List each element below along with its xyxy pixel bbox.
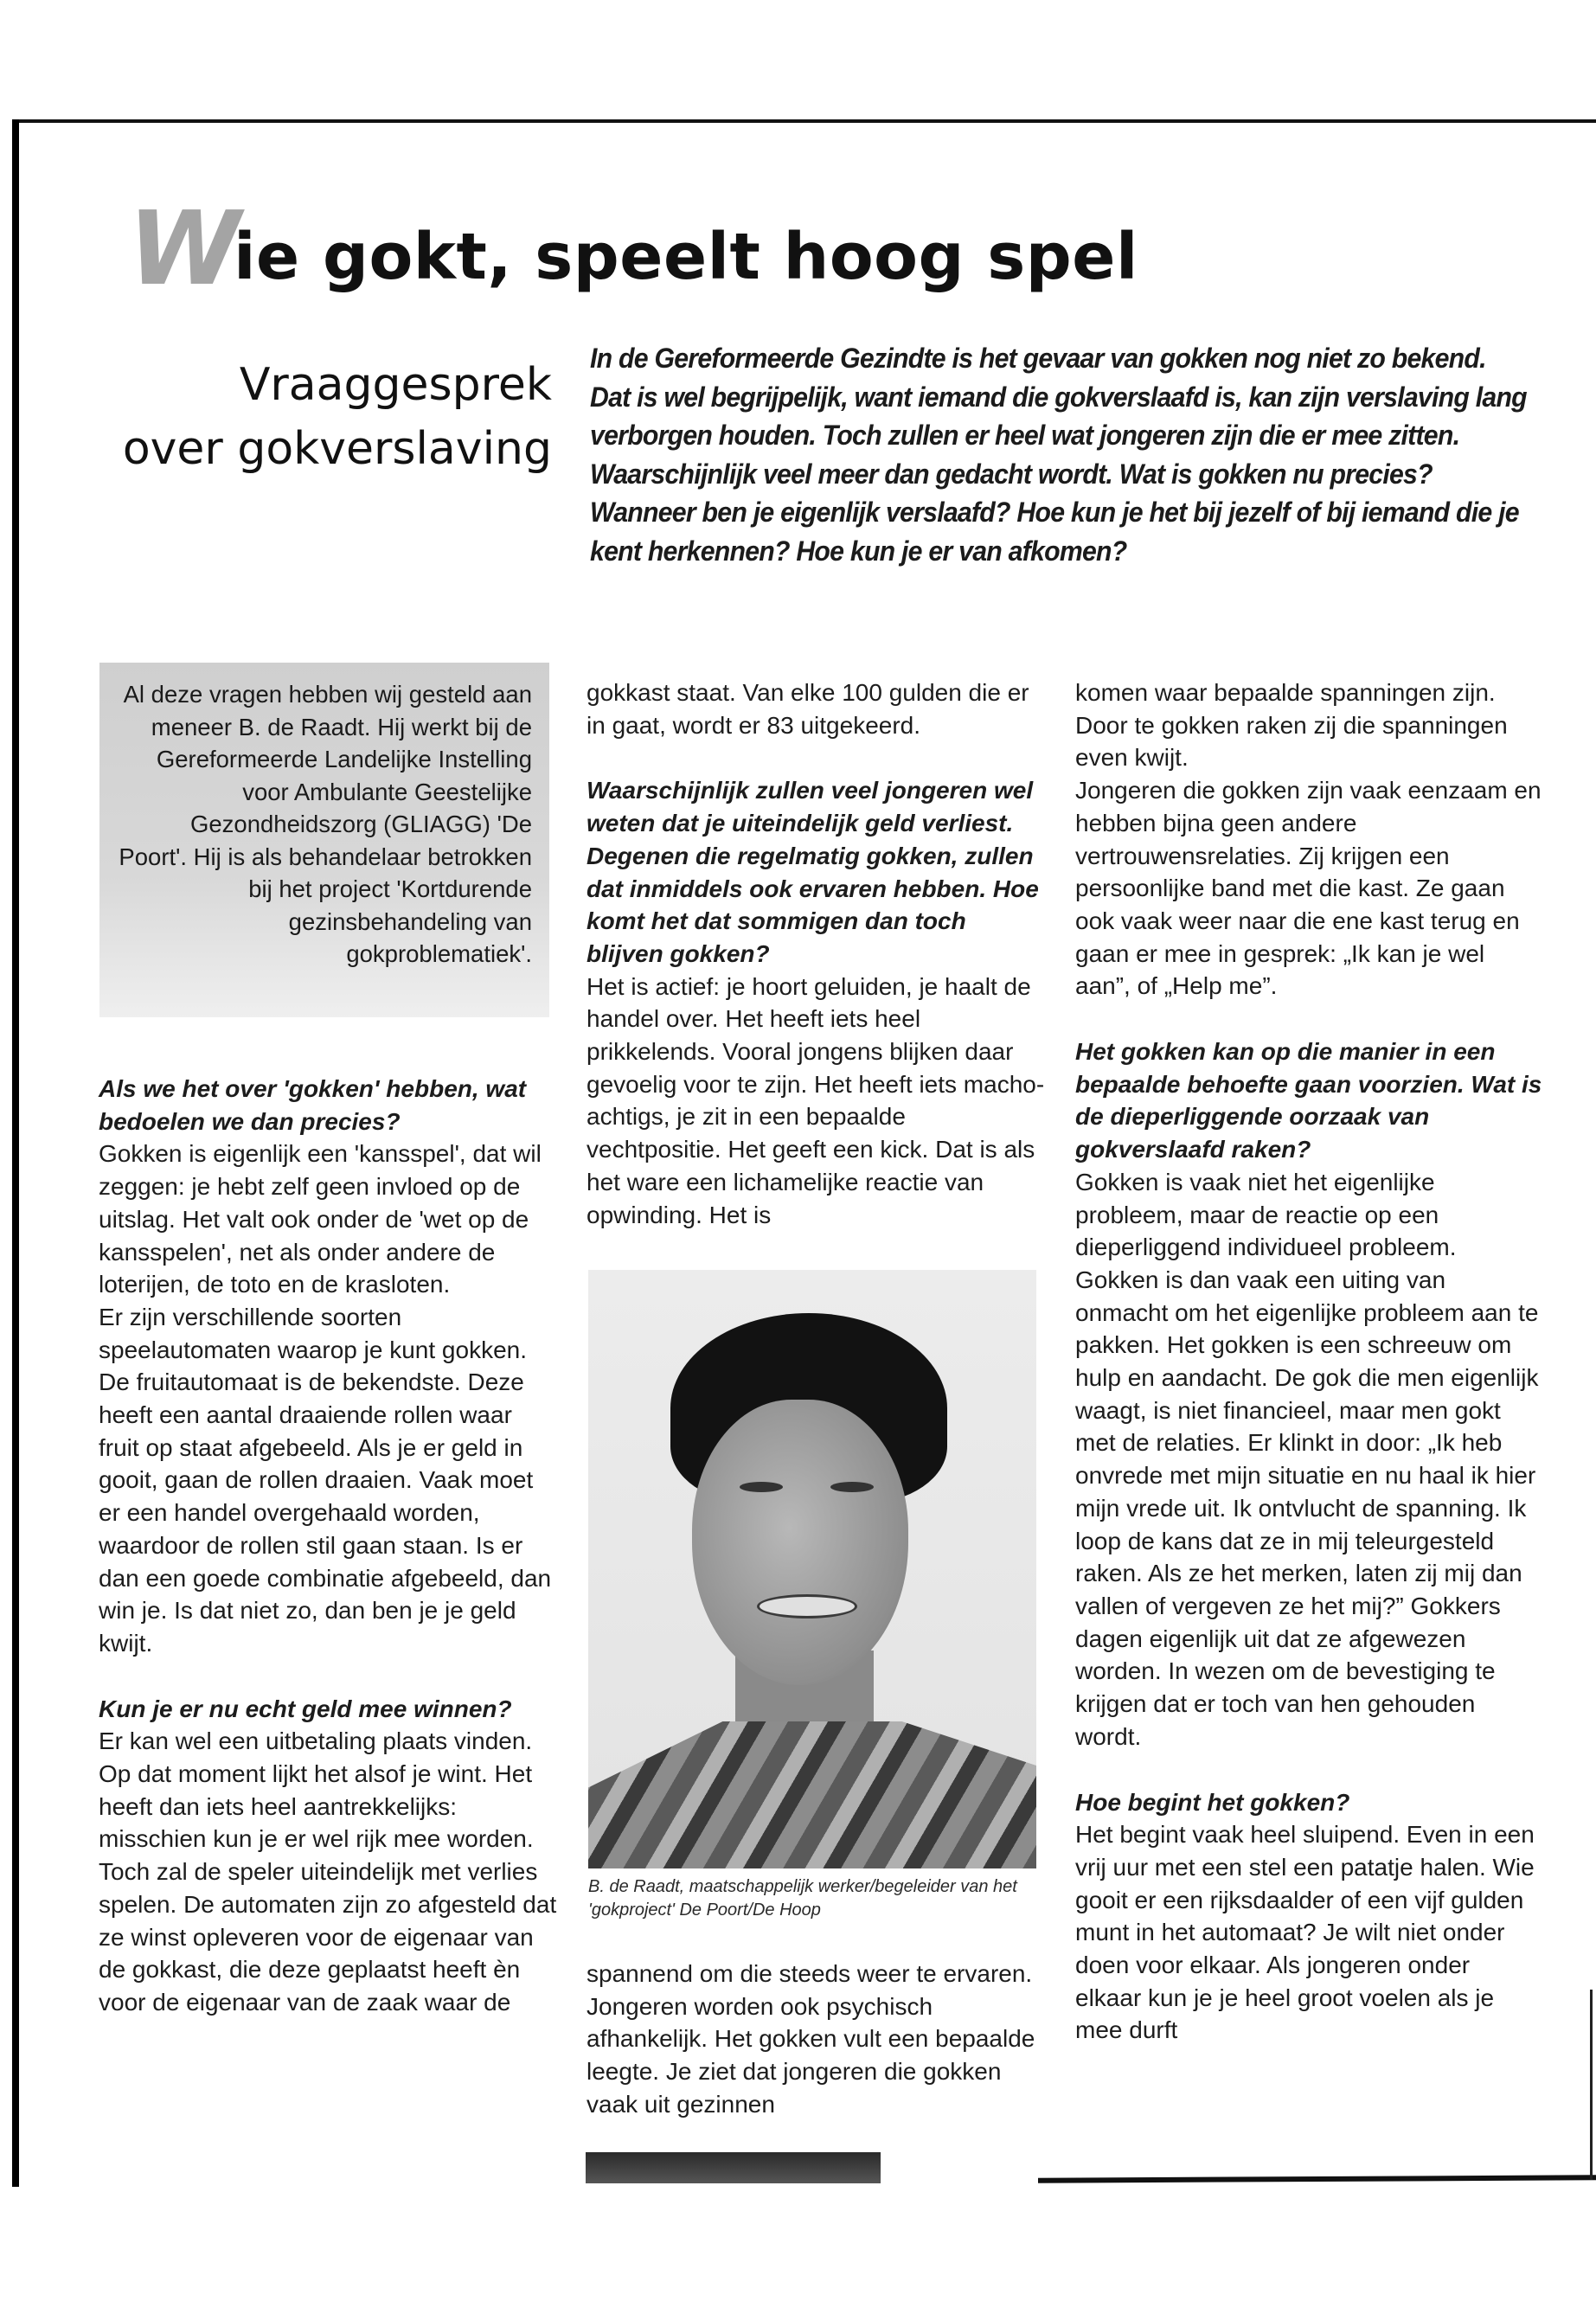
title-text: ie gokt, speelt hoog spel bbox=[234, 220, 1138, 294]
answer-paragraph: spannend om die steeds weer te ervaren. Jongeren worden ook psychisch afhankelijk. Het gokken vult een bepaalde leegte. Je ziet dat jongeren die gokken vaak uit gezinnen bbox=[586, 1960, 1035, 2118]
column-2-continued bbox=[586, 1958, 1045, 2121]
question-heading: Waarschijnlijk zullen veel jongeren wel weten dat je uiteindelijk geld verliest. Degenen die regelmatig gokken, zullen dat inmiddels ook ervaren hebben. Hoe komt het dat sommigen dan toch blijven gokken? bbox=[586, 777, 1039, 967]
subtitle-line-2: over gokverslaving bbox=[122, 423, 552, 475]
question-heading: Kun je er nu echt geld mee winnen? bbox=[99, 1695, 512, 1722]
answer-paragraph: Jongeren die gokken zijn vaak eenzaam en hebben bijna geen andere vertrouwensrelaties. Zij krijgen een persoonlijke band met die kast. Ze gaan ook vaak weer naar die ene kast terug en gaan er mee in gesprek: „Ik kan je wel aan”, of „Help me”. bbox=[1075, 777, 1542, 1000]
answer-paragraph: Het is actief: je hoort geluiden, je haalt de handel over. Het heeft iets heel prikkelends. Vooral jongens blijken daar gevoelig voor te zijn. Het heeft iets macho-achtigs, je zit in een bepaalde vechtpositie. Het geeft een kick. Dat is als het ware een lichamelijke reactie van opwinding. Het is bbox=[586, 972, 1045, 1228]
paragraph-spacer bbox=[1075, 1003, 1542, 1035]
paragraph-spacer bbox=[586, 741, 1045, 774]
answer-paragraph: Er zijn verschillende soorten speelautomaten waarop je kunt gokken. De fruitautomaat is de bekendste. Deze heeft een aantal draaiende rollen waar fruit op staat afgebeeld. Als je er geld in gooit, gaan de rollen draaien. Vaak moet er een handel overgehaald worden, waardoor de rollen stil gaan staan. Is er dan een goede combinatie afgebeeld, dan win je. Is dat niet zo, dan ben je je geld kwijt. bbox=[99, 1303, 552, 1657]
column-3 bbox=[1075, 676, 1542, 2047]
photo-eye-left bbox=[740, 1482, 783, 1492]
question-heading: Hoe begint het gokken? bbox=[1075, 1788, 1350, 1816]
photo-face bbox=[692, 1400, 908, 1685]
article-subtitle bbox=[87, 353, 552, 481]
answer-paragraph: Gokken is vaak niet het eigenlijke probleem, maar de reactie op een dieperliggend individueel probleem. Gokken is dan vaak een uiting van onmacht om het eigenlijke probleem aan te pakken. Het gokken is een schreeuw om hulp en aandacht. De gok die men eigenlijk waagt, is niet financieel, maar men gokt met de relaties. Er klinkt in door: „Ik heb onvrede met mijn situatie en nu haal ik hier mijn vrede uit. Ik ontvlucht de spanning. Ik loop de kans dat ze in mij teleurgesteld raken. Als ze het merken, laten zij mij dan vallen of vergeven ze het mij?” Gokkers dagen eigenlijk uit dat ze afgewezen worden. In wezen om de bevestiging te krijgen dat er toch van hen gehouden wordt. bbox=[1075, 1168, 1539, 1750]
answer-paragraph: Het begint vaak heel sluipend. Even in een vrij uur met een stel een patatje halen. Wie gooit er een rijksdaalder of een vijf gulden munt in het automaat? Je wilt niet onder doen voor elkaar. Als jongeren onder elkaar kun je je heel groot voelen als je mee durft bbox=[1075, 1821, 1535, 2044]
subtitle-line-1: Vraaggesprek bbox=[239, 359, 552, 411]
paragraph-spacer bbox=[1075, 1753, 1542, 1786]
page-frame-top-border bbox=[16, 119, 1596, 123]
column-2 bbox=[586, 676, 1045, 1231]
photo-caption: B. de Raadt, maatschappelijk werker/begeleider van het 'gokproject' De Poort/De Hoop bbox=[588, 1877, 1017, 1920]
callout-text: Al deze vragen hebben wij gesteld aan meneer B. de Raadt. Hij werkt bij de Gereformeerde Landelijke Instelling voor Ambulante Geestelijke Gezondheidszorg (GLIAGG) 'De Poort'. Hij is als behandelaar betrokken bij het project 'Kortdurende gezinsbehandeling van gokproblematiek'. bbox=[119, 681, 532, 967]
question-heading: Het gokken kan op die manier in een bepaalde behoefte gaan voorzien. Wat is de dieperliggende oorzaak van gokverslaafd raken? bbox=[1075, 1038, 1542, 1163]
answer-paragraph: gokkast staat. Van elke 100 gulden die er in gaat, wordt er 83 uitgekeerd. bbox=[586, 679, 1029, 739]
page-frame-bottom-border bbox=[1038, 2175, 1596, 2182]
page-frame-left-border bbox=[12, 119, 19, 2187]
paragraph-spacer bbox=[99, 1660, 557, 1693]
article-title bbox=[128, 189, 1138, 308]
portrait-photo bbox=[588, 1270, 1036, 1868]
answer-paragraph: Er kan wel een uitbetaling plaats vinden. Op dat moment lijkt het alsof je wint. Het heeft dan iets heel aantrekkelijks: misschien kun je er wel rijk mee worden. Toch zal de speler uiteindelijk met verlies spelen. De automaten zijn zo afgesteld dat ze winst opleveren voor de eigenaar van de gokkast, die deze geplaatst heeft èn voor de eigenaar van de zaak waar de bbox=[99, 1727, 557, 2016]
answer-paragraph: komen waar bepaalde spanningen zijn. Door te gokken raken zij die spanningen even kwijt. bbox=[1075, 679, 1508, 772]
page-frame-right-border bbox=[1590, 1990, 1593, 2180]
callout-box bbox=[99, 663, 549, 1017]
decorative-bottom-bar bbox=[586, 2152, 881, 2183]
column-1 bbox=[99, 1073, 557, 2019]
title-dropcap: W bbox=[128, 189, 234, 308]
photo-eye-right bbox=[830, 1482, 874, 1492]
photo-shirt bbox=[588, 1721, 1036, 1868]
article-intro: In de Gereformeerde Gezindte is het gevaar van gokken nog niet zo bekend. Dat is wel begrijpelijk, want iemand die gokverslaafd is, kan zijn verslaving lang verborgen houden. Toch zullen er heel wat jongeren zijn die er mee zitten. Waarschijnlijk veel meer dan gedacht wordt. Wat is gokken nu precies? Wanneer ben je eigenlijk verslaafd? Hoe kun je het bij jezelf of bij iemand die je kent herkennen? Hoe kun je er van afkomen? bbox=[590, 343, 1527, 567]
photo-mouth bbox=[757, 1594, 857, 1618]
question-heading: Als we het over 'gokken' hebben, wat bedoelen we dan precies? bbox=[99, 1075, 527, 1135]
answer-paragraph: Gokken is eigenlijk een 'kansspel', dat wil zeggen: je hebt zelf geen invloed op de uitslag. Het valt ook onder de 'wet op de kansspelen', net als onder andere de loterijen, de toto en de krasloten. bbox=[99, 1140, 542, 1298]
